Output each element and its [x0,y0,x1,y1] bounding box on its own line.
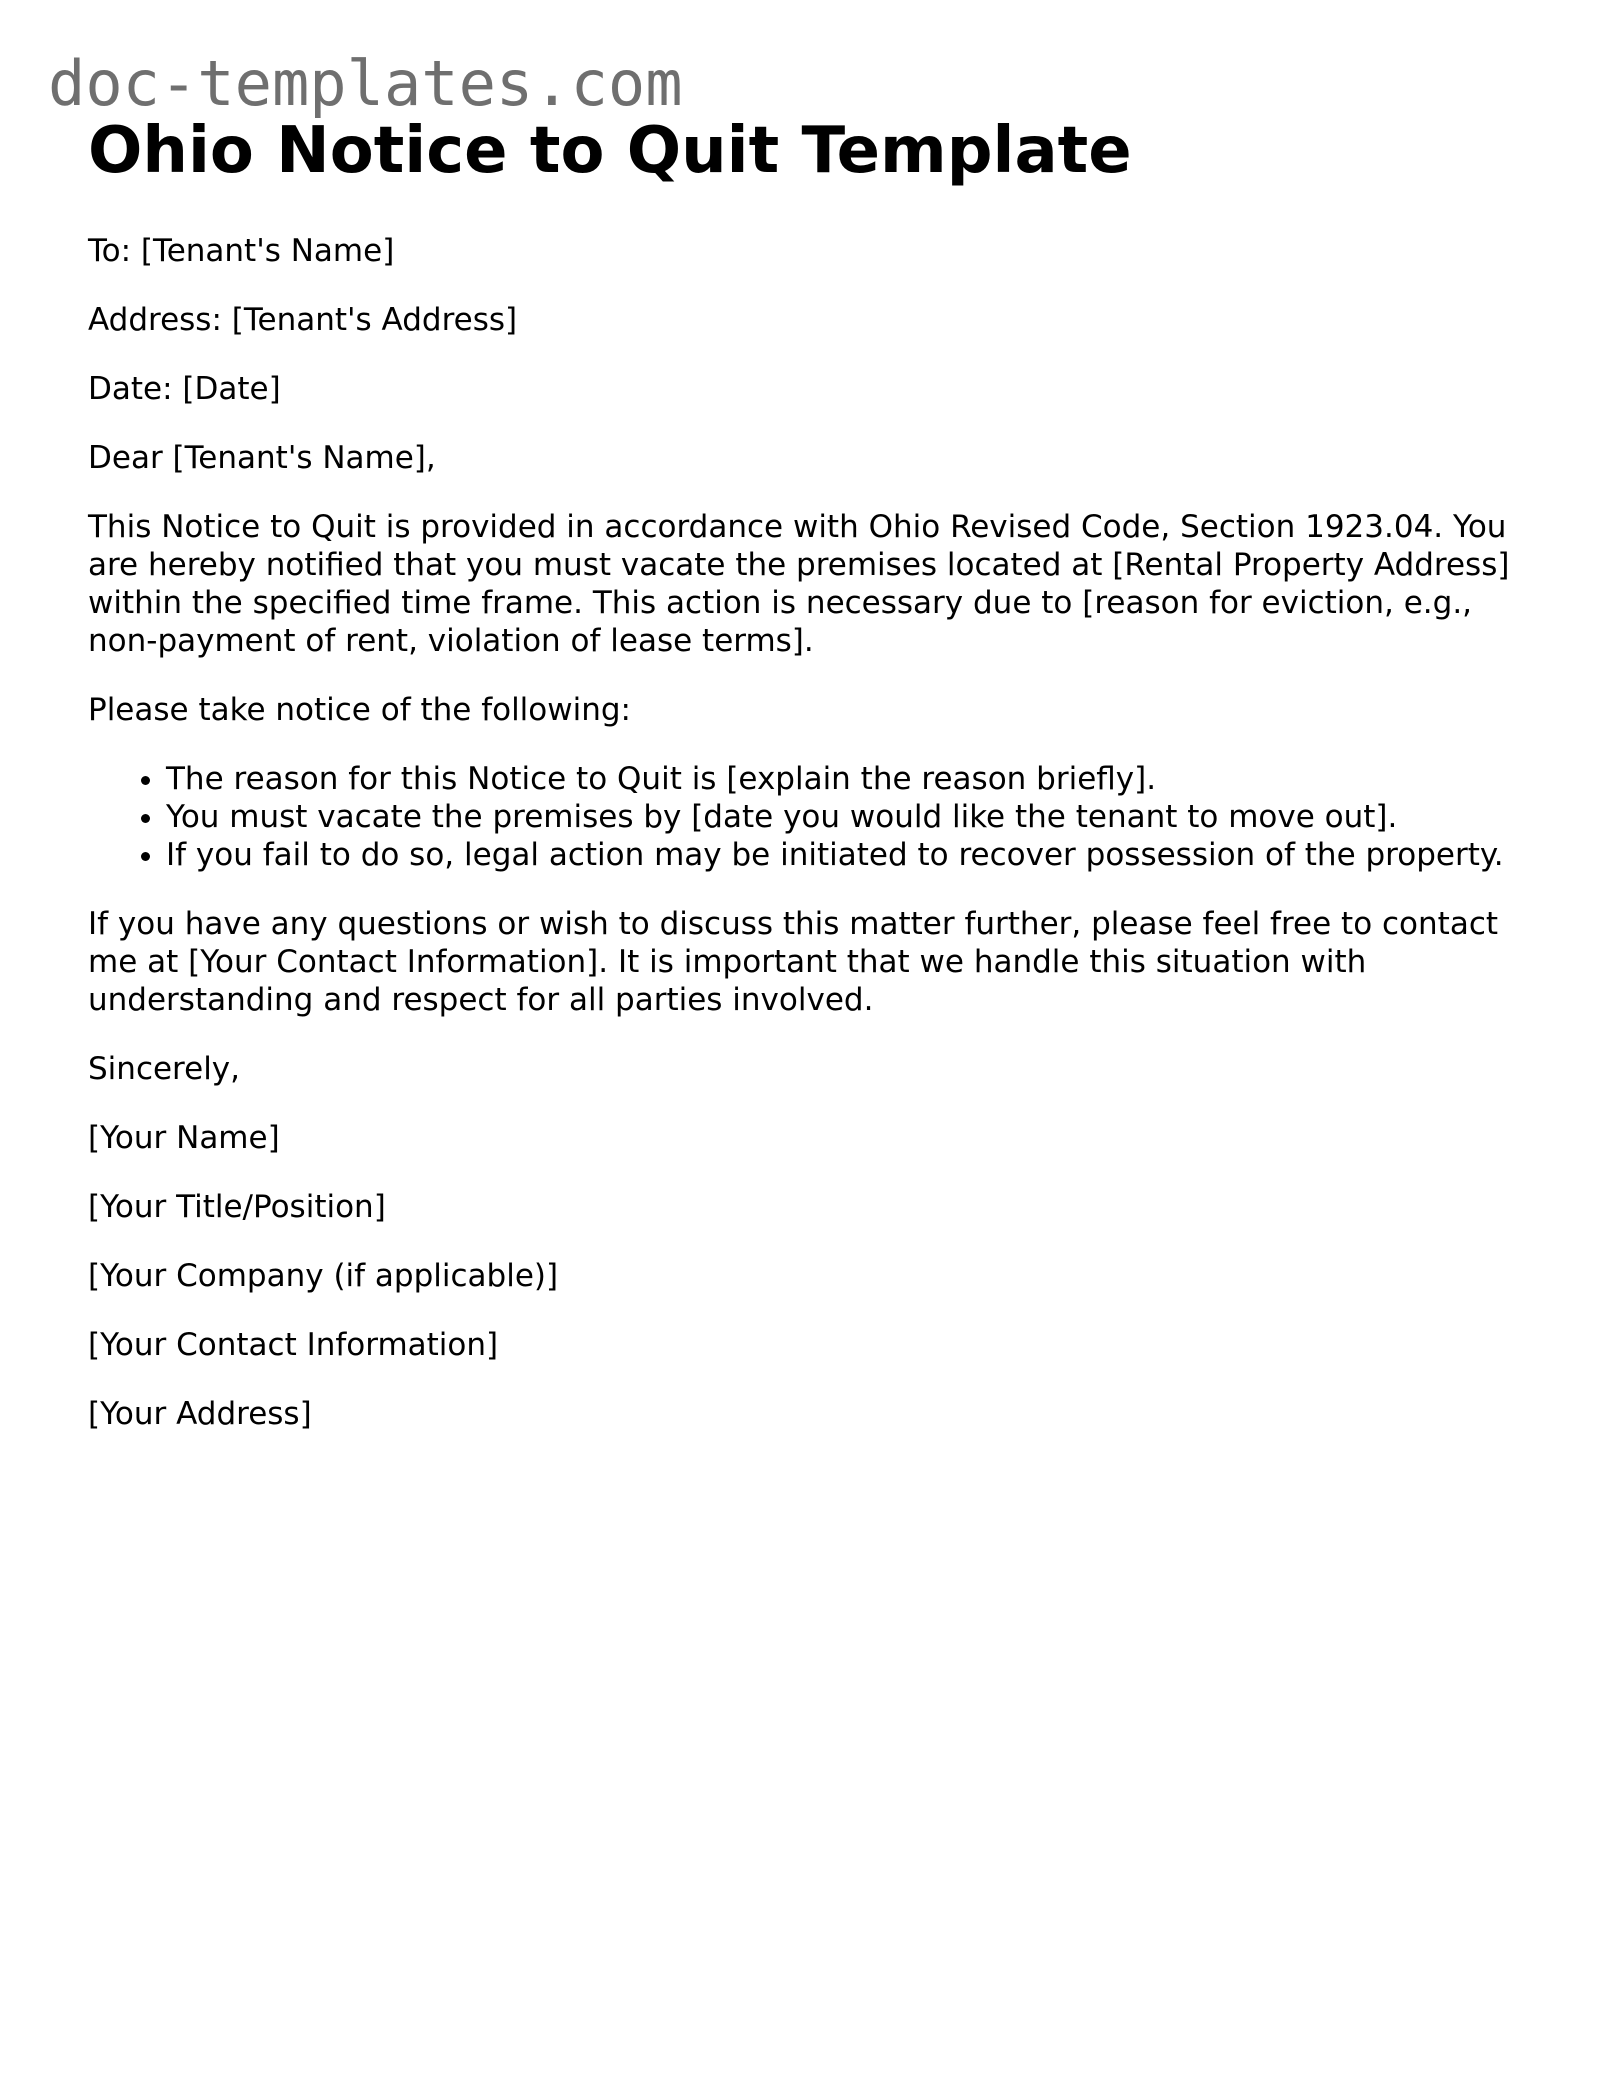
signature-company: [Your Company (if applicable)] [88,1258,559,1294]
notice-list-item: • If you fail to do so, legal action may be initiated to recover possession of the property. [166,836,1528,874]
notice-list [88,760,1528,874]
date-line: Date: [Date] [88,371,281,407]
signoff: Sincerely, [88,1051,241,1087]
intro-paragraph: This Notice to Quit is provided in accordance with Ohio Revised Code, Section 1923.04. You are hereby notified that you must vacate the premises located at [Rental Property Address] within the specified time frame. This action is necessary due to [reason for eviction, e.g., non-payment of rent, violation of lease terms]. [88,509,1510,659]
signature-address: [Your Address] [88,1396,312,1432]
signature-contact: [Your Contact Information] [88,1327,499,1363]
address-line: Address: [Tenant's Address] [88,302,518,338]
notice-heading: Please take notice of the following: [88,692,631,728]
page-title: Ohio Notice to Quit Template [88,114,1132,188]
to-line: To: [Tenant's Name] [88,233,395,269]
signature-title: [Your Title/Position] [88,1189,386,1225]
signature-name: [Your Name] [88,1120,280,1156]
site-watermark: doc-templates.com [48,47,683,120]
salutation: Dear [Tenant's Name], [88,440,436,476]
notice-list-item: • You must vacate the premises by [date you would like the tenant to move out]. [166,798,1528,836]
notice-list-item: • The reason for this Notice to Quit is [explain the reason briefly]. [166,760,1528,798]
document-page [88,112,1528,1464]
closing-paragraph: If you have any questions or wish to discuss this matter further, please feel free to contact me at [Your Contact Information]. It is important that we handle this situation with understanding and respect for all parties involved. [88,906,1499,1018]
